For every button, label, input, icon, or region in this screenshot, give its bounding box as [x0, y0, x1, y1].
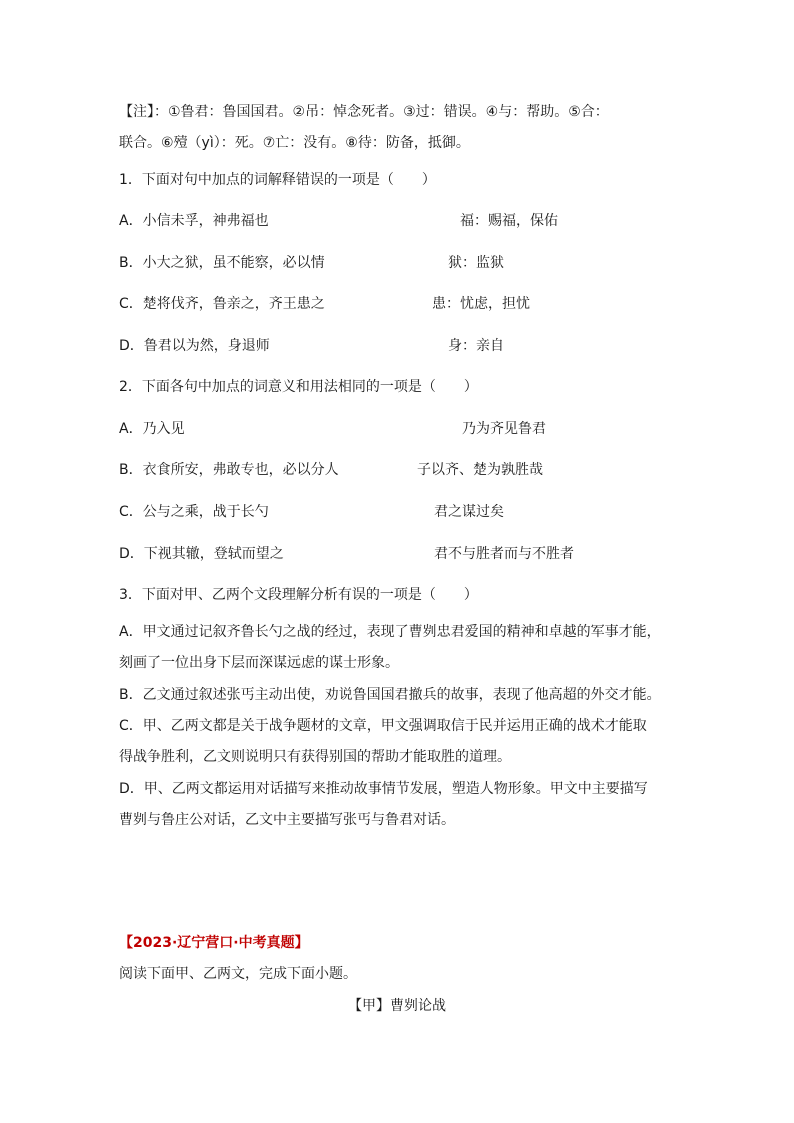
q2-option-b: B．衣食所安，弗敢专也，必以分人	[119, 462, 339, 478]
q2-option-c-compare: 君之谋过矣	[434, 504, 504, 520]
q3-option-c-line-1: C．甲、乙两文都是关于战争题材的文章，甲文强调取信于民并运用正确的战术才能取	[119, 718, 647, 734]
note-line-2: 联合。⑥殪（yì）：死。⑦亡：没有。⑧待：防备，抵御。	[119, 135, 470, 151]
q3-option-a-line-1: A．甲文通过记叙齐鲁长勺之战的经过，表现了曹刿忠君爱国的精神和卓越的军事才能，	[119, 624, 661, 640]
question-3-stem: 3．下面对甲、乙两个文段理解分析有误的一项是（ ）	[119, 587, 478, 603]
q3-option-d-line-2: 曹刿与鲁庄公对话，乙文中主要描写张丐与鲁君对话。	[119, 812, 455, 828]
q2-option-b-compare: 子以齐、楚为孰胜哉	[417, 462, 543, 478]
q1-option-a: A．小信未孚，神弗福也	[119, 213, 269, 229]
q1-option-c: C．楚将伐齐，鲁亲之，齐王患之	[119, 296, 325, 312]
q2-option-a: A．乃入见	[119, 421, 185, 437]
passage-title: 【甲】曹刿论战	[348, 998, 446, 1014]
q2-option-a-compare: 乃为齐见鲁君	[462, 421, 546, 437]
q1-option-b-gloss: 狱：监狱	[448, 255, 504, 271]
q3-option-c-line-2: 得战争胜利，乙文则说明只有获得别国的帮助才能取胜的道理。	[119, 749, 511, 765]
q2-option-c: C．公与之乘，战于长勺	[119, 504, 269, 520]
reading-instruction: 阅读下面甲、乙两文，完成下面小题。	[119, 966, 357, 982]
q2-option-d-compare: 君不与胜者而与不胜者	[434, 546, 574, 562]
q1-option-c-gloss: 患：忧虑，担忧	[432, 296, 530, 312]
exam-source-tag: 【2023·辽宁营口·中考真题】	[119, 935, 309, 951]
q1-option-d: D．鲁君以为然，身退师	[119, 338, 270, 354]
q3-option-d-line-1: D．甲、乙两文都运用对话描写来推动故事情节发展，塑造人物形象。甲文中主要描写	[119, 781, 648, 797]
q3-option-b-line-1: B．乙文通过叙述张丐主动出使，劝说鲁国国君撤兵的故事，表现了他高超的外交才能。	[119, 687, 661, 703]
q1-option-a-gloss: 福：赐福，保佑	[460, 213, 558, 229]
note-line-1: 【注】：①鲁君：鲁国国君。②吊：悼念死者。③过：错误。④与：帮助。⑤合：	[119, 104, 609, 120]
q2-option-d: D．下视其辙，登轼而望之	[119, 546, 284, 562]
question-1-stem: 1．下面对句中加点的词解释错误的一项是（ ）	[119, 172, 436, 188]
q1-option-b: B．小大之狱，虽不能察，必以情	[119, 255, 325, 271]
q1-option-d-gloss: 身：亲自	[448, 338, 504, 354]
question-2-stem: 2．下面各句中加点的词意义和用法相同的一项是（ ）	[119, 379, 478, 395]
q3-option-a-line-2: 刻画了一位出身下层而深谋远虑的谋士形象。	[119, 655, 399, 671]
